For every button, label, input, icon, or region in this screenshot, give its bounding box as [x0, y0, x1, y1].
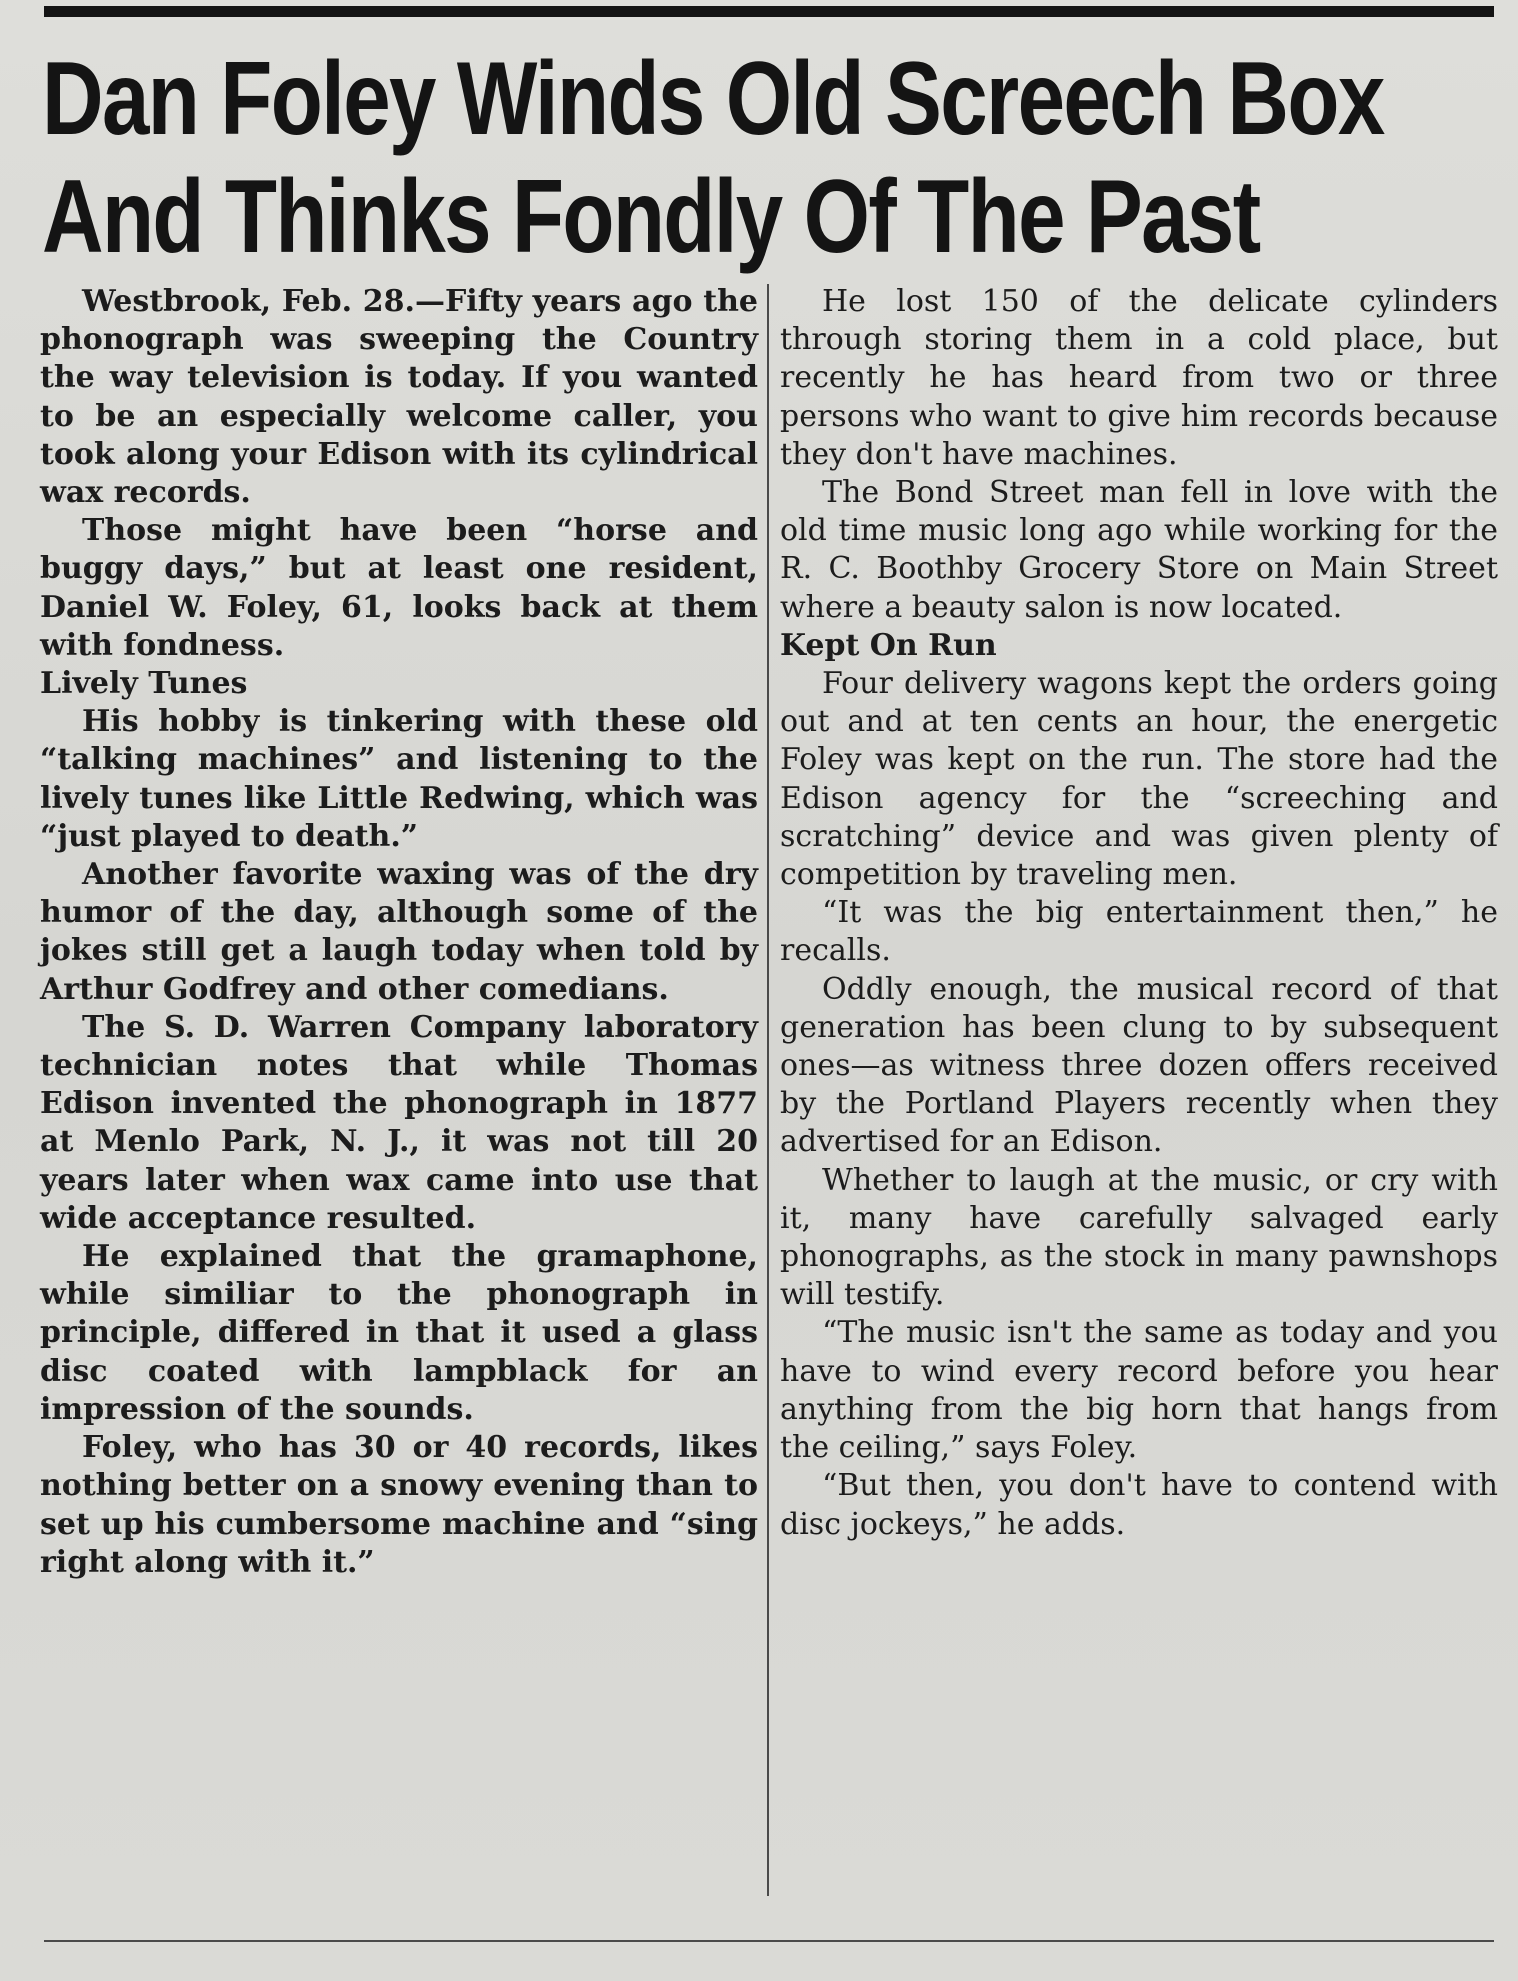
paragraph-text: Fifty years ago the phonograph was sweeping the Country the way television is today. If you wanted to be an especially welcome caller, you took along your Edison with its cylindrical wax records.	[40, 284, 759, 511]
paragraph: Whether to laugh at the music, or cry with it, many have carefully salvaged early phonographs, as the stock in many pawnshops will testify.	[780, 1162, 1498, 1313]
headline-line-2: And Thinks Fondly Of The Past	[42, 159, 1260, 275]
headline-line-1: Dan Foley Winds Old Screech Box	[42, 41, 1384, 157]
paragraph: He explained that the gramaphone, while similiar to the phonograph in principle, differed in that it used a glass disc coated with lampblack for an impression of the sounds.	[40, 1239, 758, 1427]
paragraph: His hobby is tinkering with these old “talking machines” and listening to the lively tunes like Little Redwing, which was “just played to death.”	[40, 704, 758, 854]
paragraph: “But then, you don't have to contend with disc jockeys,” he adds.	[780, 1468, 1498, 1542]
article-column-right	[780, 283, 1498, 1544]
column-divider	[767, 284, 769, 1896]
article-column-left	[40, 283, 758, 1582]
paragraph: “It was the big entertainment then,” he recalls.	[780, 895, 1498, 969]
bottom-rule	[44, 1940, 1494, 1942]
paragraph	[40, 283, 758, 512]
dateline: Westbrook, Feb. 28.—	[82, 284, 445, 319]
subhead: Kept On Run	[780, 627, 997, 663]
headline	[42, 40, 1384, 276]
paragraph: He lost 150 of the delicate cylinders through storing them in a cold place, but recently he has heard from two or three persons who want to give him records because they don't have machines.	[780, 284, 1498, 472]
paragraph: The S. D. Warren Company laboratory technician notes that while Thomas Edison invented the phonograph in 1877 at Menlo Park, N. J., it was not till 20 years later when wax came into use that wide acceptance resulted.	[40, 1009, 758, 1236]
paragraph: Another favorite waxing was of the dry humor of the day, although some of the jokes still get a laugh today when told by Arthur Godfrey and other comedians.	[40, 857, 758, 1007]
paragraph: The Bond Street man fell in love with the old time music long ago while working for the R. C. Boothby Grocery Store on Main Street where a beauty salon is now located.	[780, 475, 1498, 625]
subhead: Lively Tunes	[40, 666, 248, 702]
paragraph: Foley, who has 30 or 40 records, likes nothing better on a snowy evening than to set up his cumbersome machine and “sing right along with it.”	[40, 1430, 758, 1580]
paragraph: “The music isn't the same as today and you have to wind every record before you hear anything from the big horn that hangs from the ceiling,” says Foley.	[780, 1315, 1498, 1466]
paragraph: Oddly enough, the musical record of that generation has been clung to by subsequent ones—as witness three dozen offers received by the Portland Players recently when they advertised for an Edison.	[780, 971, 1498, 1160]
paragraph: Those might have been “horse and buggy days,” but at least one resident, Daniel W. Foley, 61, looks back at them with fondness.	[40, 513, 758, 663]
top-rule	[44, 6, 1494, 17]
paragraph: Four delivery wagons kept the orders going out and at ten cents an hour, the energetic Foley was kept on the run. The store had the Edison agency for the “screeching and scratching” device and was given plenty of competition by traveling men.	[780, 666, 1498, 893]
